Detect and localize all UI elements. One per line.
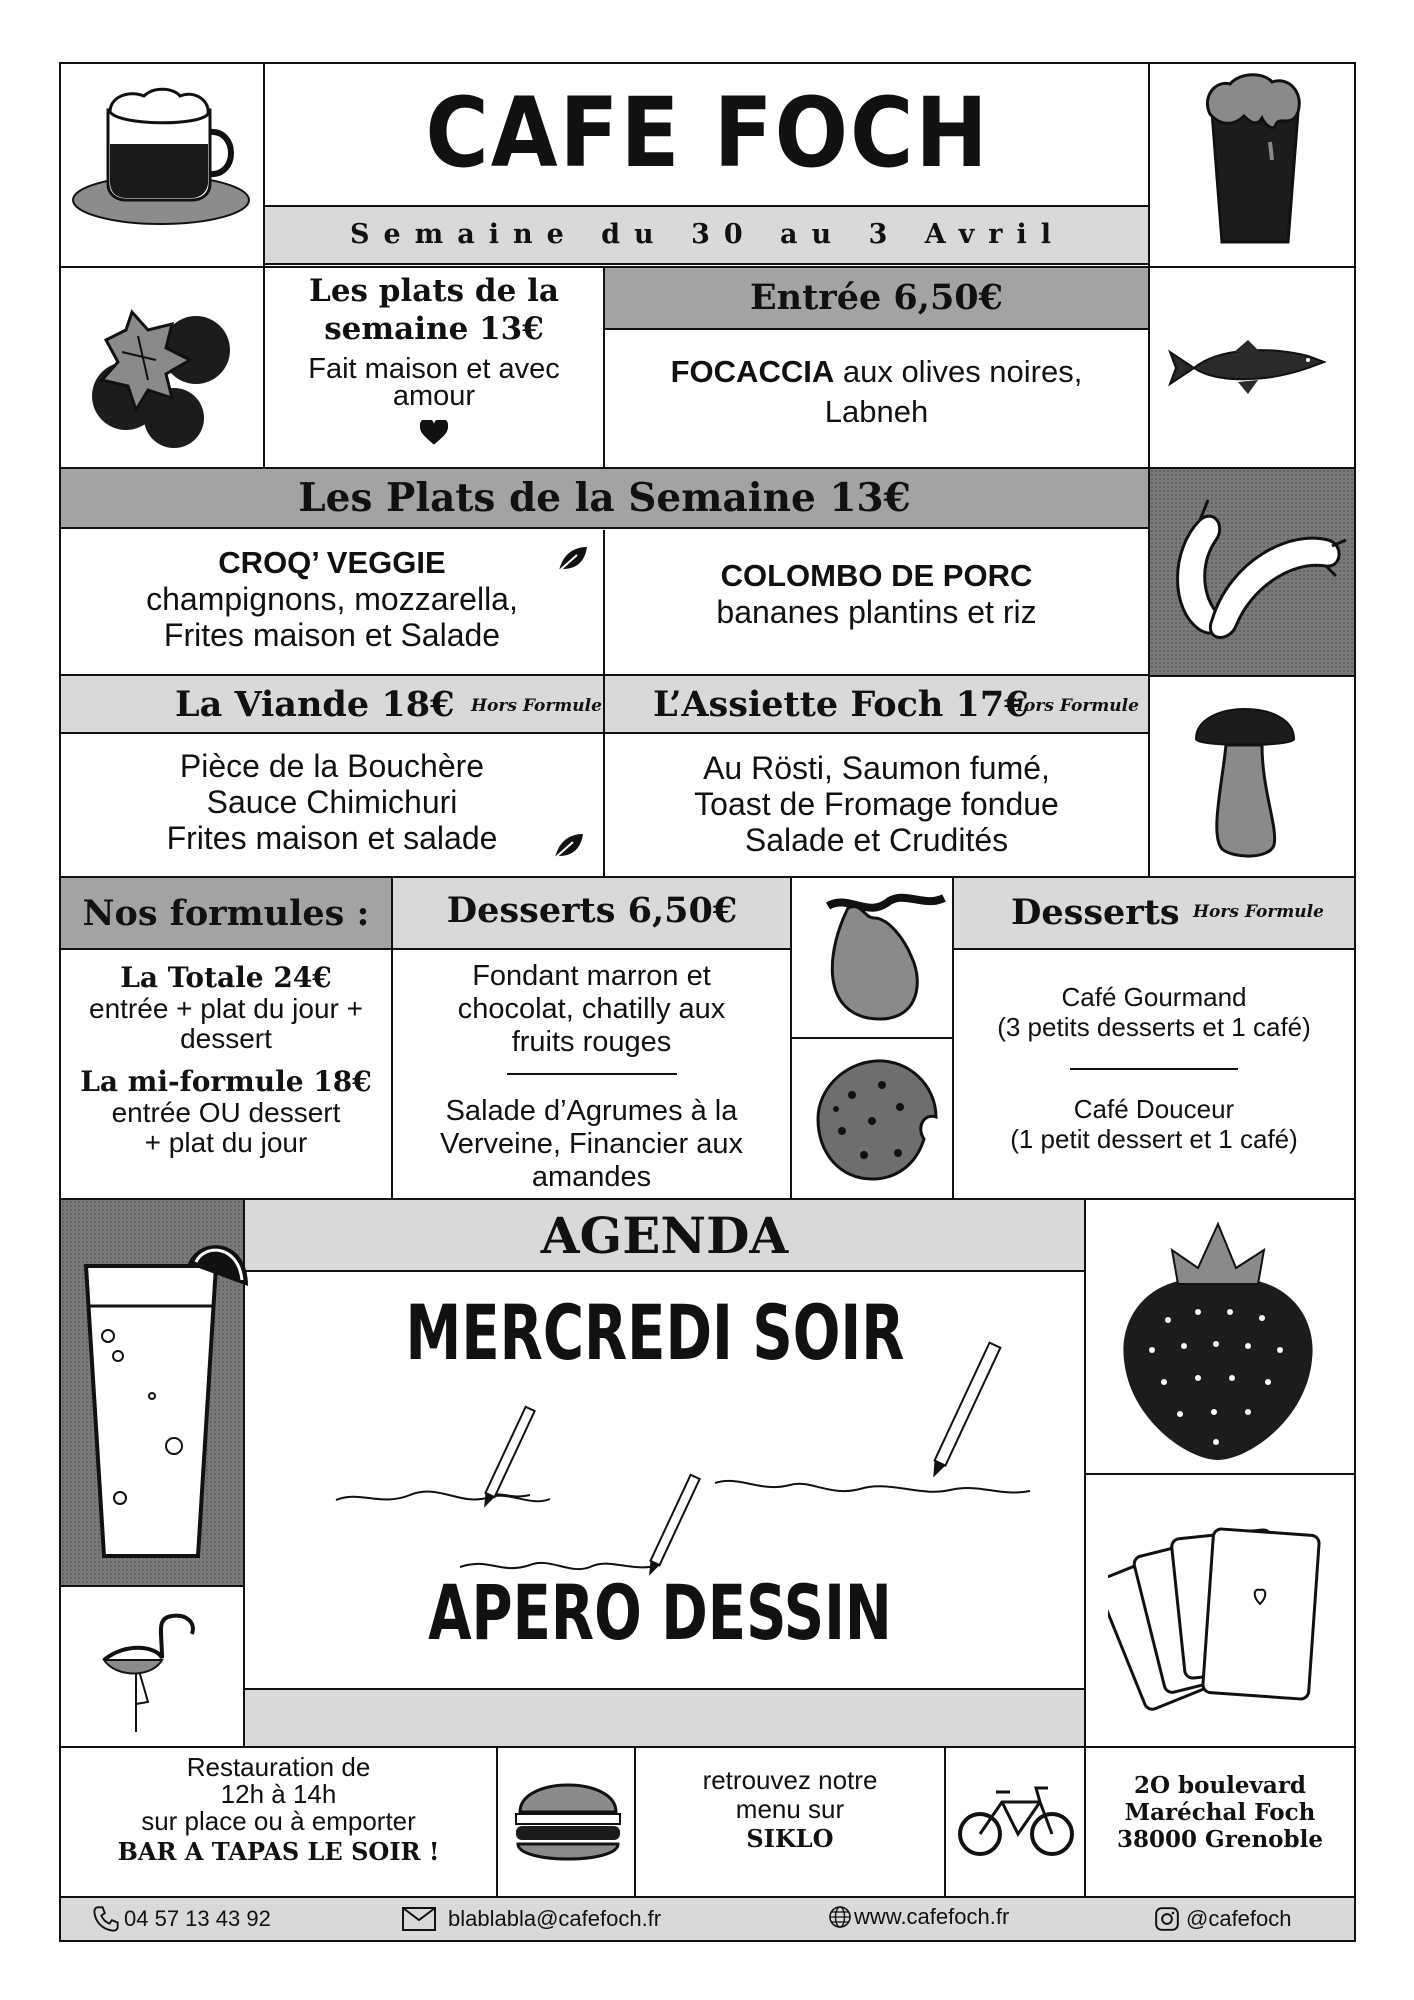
mi-line1: entrée OU dessert: [111, 1097, 341, 1128]
plats-banner: [61, 469, 1148, 529]
agenda-footer-band: [245, 1688, 1084, 1746]
leaf-icon: [557, 545, 589, 573]
assiette-line1: Au Rösti, Saumon fumé,: [703, 750, 1050, 786]
menu-line3: SIKLO: [746, 1824, 834, 1853]
viande-line3: Frites maison et salade: [166, 820, 498, 856]
address: [1086, 1772, 1354, 1882]
playing-cards-icon: [1108, 1518, 1348, 1728]
agenda-event-line2: APERO DESSIN: [428, 1568, 892, 1657]
dish1-name: CROQ’ VEGGIE: [218, 545, 446, 580]
pear-icon: [808, 888, 948, 1028]
agenda-title: AGENDA: [540, 1206, 789, 1265]
dessert2-line3: amandes: [531, 1161, 652, 1193]
assiette-line2: Toast de Fromage fondue: [694, 786, 1059, 822]
assiette-tag: Hors Formule: [1008, 696, 1139, 716]
totale-title: La Totale 24€: [120, 961, 332, 994]
bicycle-icon: [956, 1778, 1076, 1858]
address-line2: Maréchal Foch: [1124, 1799, 1316, 1826]
phone-number: 04 57 13 43 92: [124, 1906, 271, 1931]
siklo-info: [636, 1766, 944, 1886]
cafe-gourmand-desc: (3 petits desserts et 1 café): [997, 1012, 1311, 1042]
mi-line2: + plat du jour: [144, 1127, 308, 1158]
viande-title: La Viande 18€: [175, 684, 455, 725]
dessert1-line1: Fondant marron et: [472, 960, 711, 992]
address-line1: 2O boulevard: [1133, 1772, 1307, 1799]
plats-intro-subtitle: Fait maison et avec amour: [308, 353, 560, 412]
week-text: Semaine du 30 au 3 Avril: [349, 219, 1066, 250]
assiette-body: [605, 750, 1148, 870]
entree-title: Entrée 6,50€: [749, 277, 1004, 318]
website-contact[interactable]: [828, 1898, 1078, 1936]
cafe-gourmand: Café Gourmand: [1061, 982, 1247, 1012]
entree-name: FOCACCIA: [670, 354, 835, 389]
leaf-icon: [553, 832, 585, 860]
strawberry-icon: [1118, 1220, 1318, 1465]
mi-title: La mi-formule 18€: [80, 1065, 372, 1098]
instagram-handle: @cafefoch: [1186, 1906, 1292, 1931]
entree-banner: [605, 268, 1148, 330]
assiette-line3: Salade et Crudités: [744, 822, 1009, 858]
desserts-body: [393, 960, 790, 1210]
entree-body: [630, 352, 1123, 452]
dessert1-line3: fruits rouges: [511, 1026, 672, 1058]
globe-icon: [828, 1905, 852, 1929]
fish-icon: [1168, 338, 1326, 398]
desserts-banner: [393, 878, 791, 950]
hazelnut-icon: [86, 300, 236, 450]
lemonade-glass-icon: [78, 1236, 250, 1571]
opening-hours: [61, 1754, 496, 1894]
cafe-douceur-desc: (1 petit dessert et 1 café): [1010, 1124, 1298, 1154]
viande-tag: Hors Formule: [471, 696, 602, 716]
dessert2-line2: Verveine, Financier aux: [439, 1128, 744, 1160]
dish-colombo: [605, 558, 1148, 658]
menu-line2: menu sur: [735, 1794, 845, 1824]
plats-intro-title: Les plats de la semaine 13€: [309, 273, 559, 347]
desserts-hf-body: [954, 982, 1354, 1192]
instagram-icon: [1154, 1906, 1180, 1932]
dessert2-line1: Salade d’Agrumes à la: [445, 1095, 738, 1127]
flamingo-icon: [96, 1612, 206, 1740]
entree-desc: aux olives noires, Labneh: [824, 354, 1083, 429]
dish1-line2: Frites maison et Salade: [163, 617, 501, 653]
desserts-hf-banner: [953, 878, 1354, 950]
cookie-icon: [812, 1055, 942, 1185]
dessert1-line2: chocolat, chatilly aux: [457, 993, 726, 1025]
assiette-title: L’Assiette Foch 17€: [653, 684, 1029, 725]
viande-line2: Sauce Chimichuri: [206, 784, 458, 820]
hours-line2: 12h à 14h: [220, 1779, 337, 1809]
agenda-banner: [245, 1200, 1084, 1272]
hours-line1: Restauration de: [186, 1752, 371, 1782]
viande-line1: Pièce de la Bouchère: [179, 748, 485, 784]
totale-line2: dessert: [180, 1023, 272, 1054]
dish2-name: COLOMBO DE PORC: [720, 558, 1033, 593]
envelope-icon: [402, 1907, 436, 1931]
desserts-title: Desserts 6,50€: [446, 890, 738, 931]
sausage-icon: [1160, 490, 1350, 650]
hours-line3: sur place ou à emporter: [141, 1806, 416, 1836]
viande-banner: [61, 676, 603, 734]
website-url: www.cafefoch.fr: [854, 1904, 1010, 1929]
cafe-title: CAFE FOCH: [425, 77, 990, 189]
hours-line4: BAR A TAPAS LE SOIR !: [117, 1837, 440, 1866]
heart-icon: [420, 420, 448, 446]
formules-banner: [61, 878, 391, 950]
desserts-hf-tag: Hors Formule: [1193, 902, 1324, 922]
email-address: blablabla@cafefoch.fr: [448, 1906, 662, 1931]
burger-icon: [512, 1768, 624, 1874]
agenda-event-line1: MERCREDI SOIR: [405, 1288, 905, 1377]
formules-body: [61, 962, 391, 1192]
address-line3: 38000 Grenoble: [1117, 1826, 1323, 1853]
dish-croq-veggie: [61, 545, 603, 665]
totale-line1: entrée + plat du jour +: [89, 993, 363, 1024]
formules-title: Nos formules :: [82, 893, 370, 934]
email-contact[interactable]: [402, 1900, 722, 1938]
phone-contact[interactable]: [92, 1900, 352, 1938]
cafe-divider: [1070, 1068, 1238, 1070]
plats-title: Les Plats de la Semaine 13€: [298, 475, 911, 521]
plats-intro: [265, 272, 603, 467]
viande-body: [61, 748, 603, 868]
desserts-hf-title: Desserts: [1011, 892, 1180, 933]
dessert-divider: [507, 1073, 677, 1075]
pens-drawing-illustration: [330, 1285, 1070, 1595]
instagram-contact[interactable]: [1154, 1900, 1344, 1938]
assiette-banner: [605, 676, 1148, 734]
week-banner: [265, 205, 1150, 265]
phone-icon: [92, 1905, 120, 1933]
dish1-line1: champignons, mozzarella,: [146, 581, 518, 617]
mushroom-icon: [1190, 695, 1300, 860]
cafe-douceur: Café Douceur: [1073, 1094, 1235, 1124]
dish2-line1: bananes plantins et riz: [716, 594, 1037, 630]
menu-line1: retrouvez notre: [702, 1765, 878, 1795]
coffee-cup-icon: [70, 82, 252, 232]
beer-glass-icon: [1200, 72, 1310, 250]
